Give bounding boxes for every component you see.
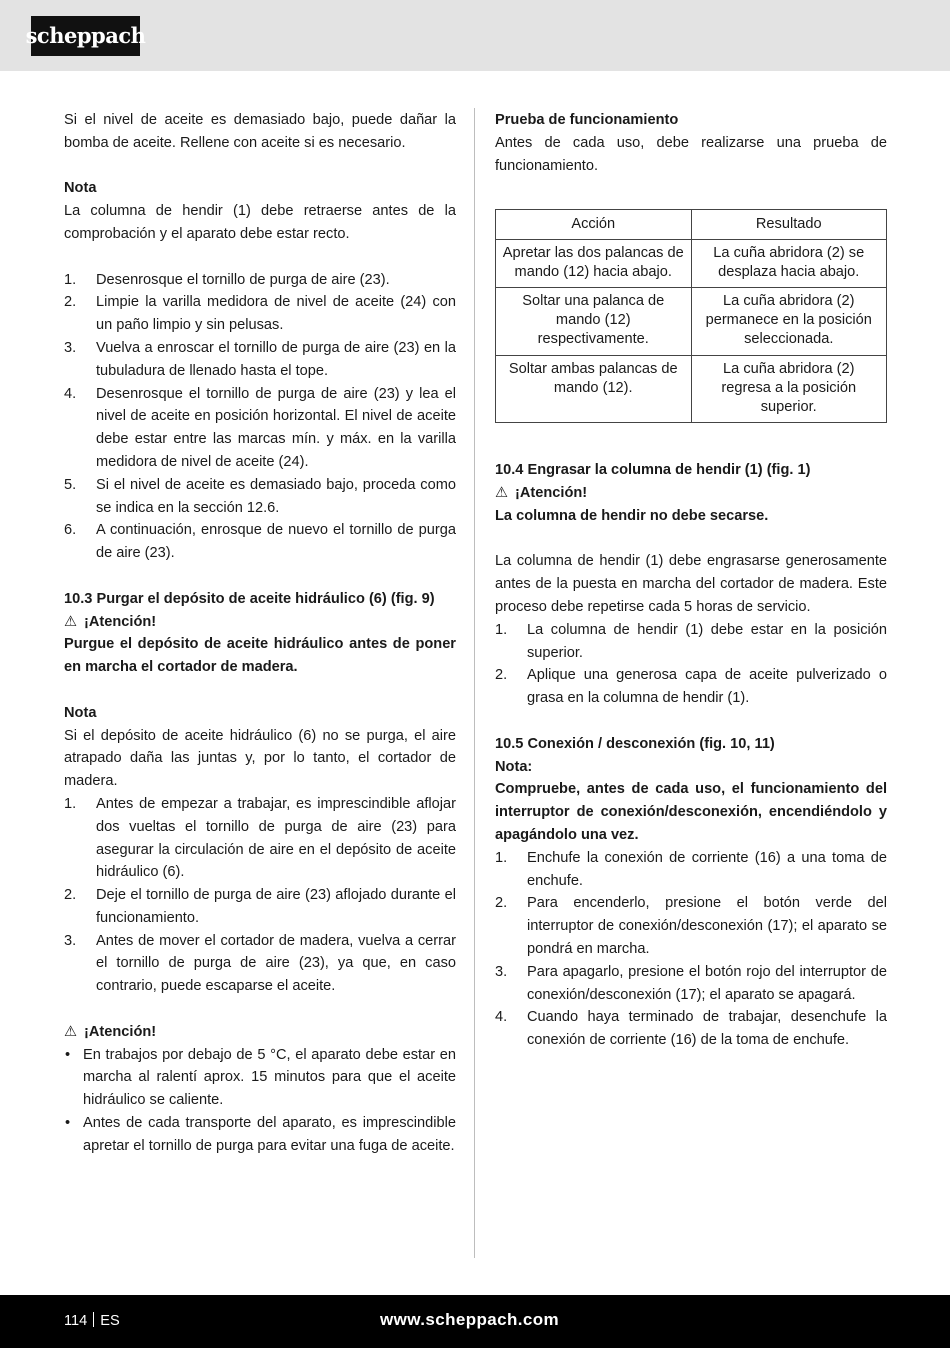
table-cell: La cuña abridora (2) regresa a la posición superior. xyxy=(691,355,887,423)
function-test-title: Prueba de funcionamiento xyxy=(495,112,679,128)
function-test-text: Antes de cada uso, debe realizarse una prueba de funcionamiento. xyxy=(495,134,887,174)
language-code: ES xyxy=(100,1313,120,1329)
list-item: • En trabajos por debajo de 5 °C, el aparato debe estar en marcha al ralentí aprox. 15 minutos para que el aceite hidráulico se caliente. xyxy=(65,1046,456,1109)
section-10-4-warning: La columna de hendir no debe secarse. xyxy=(495,507,769,524)
list-item: 4. Desenrosque el tornillo de purga de aire (23) y lea el nivel de aceite en posición horizontal. El nivel de aceite debe estar entre las marcas mín. y máx. en la varilla medidora de nivel de aceite (24). xyxy=(64,385,456,470)
footer-bar xyxy=(0,1295,950,1348)
warning-bullets xyxy=(64,1044,456,1158)
table-cell: Soltar una palanca de mando (12) respectivamente. xyxy=(496,288,692,356)
list-item: 2. Para encenderlo, presione el botón verde del interruptor de conexión/desconexión (17); el aparato se pondrá en marcha. xyxy=(495,895,887,957)
list-item: 1. La columna de hendir (1) debe estar en la posición superior. xyxy=(495,621,887,661)
list-item: • Antes de cada transporte del aparato, es imprescindible apretar el tornillo de purga para evitar una fuga de aceite. xyxy=(65,1115,456,1154)
section-10-4-text: La columna de hendir (1) debe engrasarse generosamente antes de la puesta en marcha del cortador de madera. Este proceso debe repetirse cada 5 horas de servicio. xyxy=(495,553,887,615)
table-header-cell: Resultado xyxy=(691,210,887,239)
section-10-5-note-text: Compruebe, antes de cada uso, el funcionamiento del interruptor de conexión/desconexión, encendiéndolo y apagándolo una vez. xyxy=(495,781,887,843)
list-item: 4. Cuando haya terminado de trabajar, desenchufe la conexión de corriente (16) de la toma de enchufe. xyxy=(495,1009,887,1049)
section-10-5-title: 10.5 Conexión / desconexión (fig. 10, 11) xyxy=(495,735,775,752)
table-cell: La cuña abridora (2) se desplaza hacia abajo. xyxy=(691,239,887,287)
table-cell: Apretar las dos palancas de mando (12) hacia abajo. xyxy=(496,239,692,287)
oil-check-steps xyxy=(64,269,456,565)
power-steps xyxy=(495,847,887,1052)
note-title: Nota xyxy=(64,180,97,197)
table-header-cell: Acción xyxy=(496,210,692,239)
section-10-5-note-label: Nota: xyxy=(495,758,533,775)
list-item: 2. Limpie la varilla medidora de nivel de aceite (24) con un paño limpio y sin pelusas. xyxy=(64,294,456,334)
table-cell: Soltar ambas palancas de mando (12). xyxy=(496,355,692,423)
list-item: 5. Si el nivel de aceite es demasiado bajo, proceda como se indica en la sección 12.6. xyxy=(64,476,456,516)
section-10-3-title: 10.3 Purgar el depósito de aceite hidráulico (6) (fig. 9) xyxy=(64,590,435,607)
left-column xyxy=(64,109,456,1158)
warning-line: ⚠ ¡Atención! xyxy=(495,482,887,505)
warning-line: ⚠ ¡Atención! xyxy=(64,1021,456,1044)
table-header-row xyxy=(496,210,887,239)
page-number: 114 ES xyxy=(64,1313,120,1329)
list-item: 1. Desenrosque el tornillo de purga de aire (23). xyxy=(64,271,390,288)
footer-url[interactable]: www.scheppach.com xyxy=(380,1310,560,1329)
column-divider xyxy=(474,108,475,1258)
table-row xyxy=(496,355,887,423)
header-bar xyxy=(0,0,950,71)
list-item: 1. Antes de empezar a trabajar, es imprescindible aflojar dos vueltas el tornillo de purga de aire (23) para asegurar la circulación de aire en el depósito de aceite hidráulico (6). xyxy=(64,795,456,881)
list-item: 3. Vuelva a enroscar el tornillo de purga de aire (23) en la tubuladura de llenado hasta el tope. xyxy=(64,339,456,379)
list-item: 1. Enchufe la conexión de corriente (16) a una toma de enchufe. xyxy=(495,849,887,889)
table-row xyxy=(496,288,887,356)
table-cell: La cuña abridora (2) permanece en la posición seleccionada. xyxy=(691,288,887,356)
section-10-3-warning: Purgue el depósito de aceite hidráulico antes de poner en marcha el cortador de madera. xyxy=(64,636,456,676)
table-row xyxy=(496,239,887,287)
warning-triangle-icon: ⚠ xyxy=(495,485,509,502)
note-text: La columna de hendir (1) debe retraerse antes de la comprobación y el aparato debe estar recto. xyxy=(64,203,456,242)
note-text: Si el depósito de aceite hidráulico (6) no se purga, el aire atrapado daña las juntas y, por lo tanto, el cortador de madera. xyxy=(64,727,456,790)
right-column xyxy=(495,109,887,1052)
list-item: 3. Para apagarlo, presione el botón rojo del interruptor de conexión/desconexión (17); el aparato se apagará. xyxy=(495,963,887,1003)
warning-triangle-icon: ⚠ xyxy=(64,1023,78,1040)
scheppach-logo: scheppach xyxy=(31,16,140,56)
list-item: 3. Antes de mover el cortador de madera, vuelva a cerrar el tornillo de purga de aire (23), ya que, en caso contrario, puede escaparse el aceite. xyxy=(64,932,456,995)
warning-line: ⚠ ¡Atención! xyxy=(64,611,456,634)
list-item: 2. Deje el tornillo de purga de aire (23) aflojado durante el funcionamiento. xyxy=(64,887,456,926)
function-test-table xyxy=(495,209,887,423)
list-item: 2. Aplique una generosa capa de aceite pulverizado o grasa en la columna de hendir (1). xyxy=(495,667,887,707)
grease-steps xyxy=(495,619,887,710)
list-item: 6. A continuación, enrosque de nuevo el tornillo de purga de aire (23). xyxy=(64,522,456,562)
intro-paragraph: Si el nivel de aceite es demasiado bajo, puede dañar la bomba de aceite. Rellene con aceite si es necesario. xyxy=(64,112,456,151)
purge-steps xyxy=(64,793,456,998)
note-title: Nota xyxy=(64,704,97,721)
warning-triangle-icon: ⚠ xyxy=(64,613,78,630)
section-10-4-title: 10.4 Engrasar la columna de hendir (1) (fig. 1) xyxy=(495,462,811,479)
